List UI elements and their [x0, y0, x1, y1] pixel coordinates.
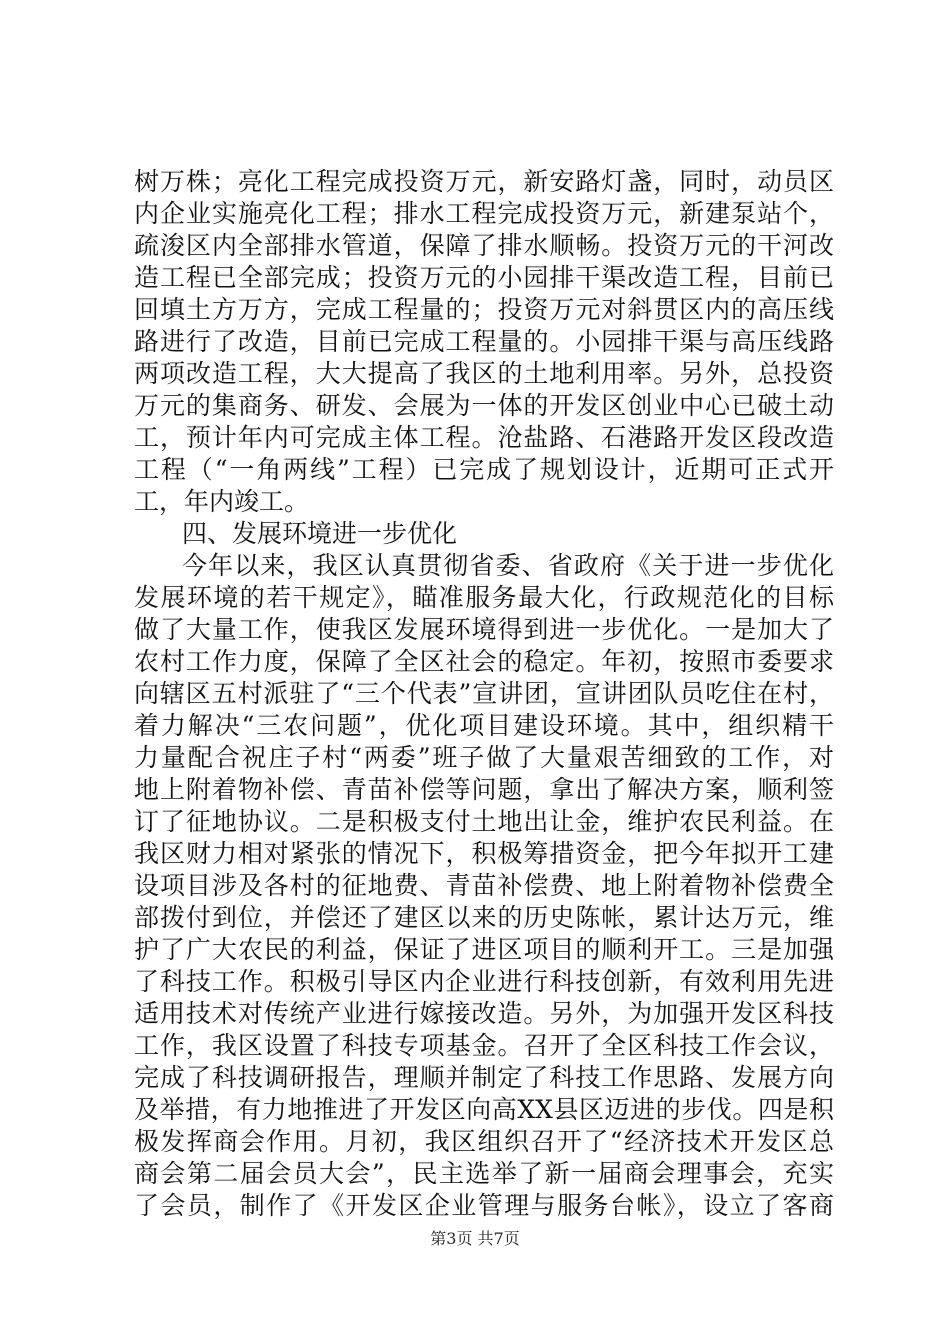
paragraph-first-line: 今年以来，我区认真贯彻省委、省政府《关于进一步优化 [182, 551, 834, 580]
body-line: 工作，我区设置了科技专项基金。召开了全区科技工作会议， [134, 1031, 834, 1060]
body-line: 工，年内竣工。 [134, 487, 310, 516]
body-line: 设项目涉及各村的征地费、青苗补偿费、地上附着物补偿费全 [134, 871, 834, 900]
body-line: 做了大量工作，使我区发展环境得到进一步优化。一是加大了 [134, 615, 834, 644]
body-line: 订了征地协议。二是积极支付土地出让金，维护农民利益。在 [134, 807, 834, 836]
body-line: 农村工作力度，保障了全区社会的稳定。年初，按照市委要求 [134, 647, 834, 676]
body-line: 完成了科技调研报告，理顺并制定了科技工作思路、发展方向 [134, 1063, 834, 1092]
body-line: 向辖区五村派驻了“三个代表”宣讲团，宣讲团队员吃住在村， [134, 679, 834, 708]
body-line: 疏浚区内全部排水管道，保障了排水顺畅。投资万元的干河改 [134, 231, 834, 260]
body-line: 回填土方万方，完成工程量的；投资万元对斜贯区内的高压线 [134, 295, 834, 324]
body-line: 极发挥商会作用。月初，我区组织召开了“经济技术开发区总 [134, 1127, 834, 1156]
page-number-footer: 第3页 共7页 [430, 1229, 520, 1248]
body-line: 造工程已全部完成；投资万元的小园排干渠改造工程，目前已 [134, 263, 834, 292]
body-line: 商会第二届会员大会”，民主选举了新一届商会理事会，充实 [134, 1159, 834, 1188]
section-heading: 四、发展环境进一步优化 [182, 519, 458, 548]
document-body [134, 166, 834, 1222]
body-line: 护了广大农民的利益，保证了进区项目的顺利开工。三是加强 [134, 935, 834, 964]
body-line: 路进行了改造，目前已完成工程量的。小园排干渠与高压线路 [134, 327, 834, 356]
body-line: 力量配合祝庄子村“两委”班子做了大量艰苦细致的工作，对 [134, 743, 834, 772]
body-line: 适用技术对传统产业进行嫁接改造。另外，为加强开发区科技 [134, 999, 834, 1028]
body-line: 发展环境的若干规定》，瞄准服务最大化，行政规范化的目标 [134, 583, 834, 612]
body-line: 我区财力相对紧张的情况下，积极筹措资金，把今年拟开工建 [134, 839, 834, 868]
body-line: 工程（“一角两线”工程）已完成了规划设计，近期可正式开 [134, 455, 834, 484]
body-line: 部拨付到位，并偿还了建区以来的历史陈帐，累计达万元，维 [134, 903, 834, 932]
body-line: 着力解决“三农问题”，优化项目建设环境。其中，组织精干 [134, 711, 834, 740]
body-line: 地上附着物补偿、青苗补偿等问题，拿出了解决方案，顺利签 [134, 775, 834, 804]
body-line: 内企业实施亮化工程；排水工程完成投资万元，新建泵站个， [134, 199, 834, 228]
body-line: 树万株；亮化工程完成投资万元，新安路灯盏，同时，动员区 [134, 167, 834, 196]
body-line: 了科技工作。积极引导区内企业进行科技创新，有效利用先进 [134, 967, 834, 996]
body-line: 两项改造工程，大大提高了我区的土地利用率。另外，总投资 [134, 359, 834, 388]
body-line: 万元的集商务、研发、会展为一体的开发区创业中心已破土动 [134, 391, 834, 420]
body-line: 工，预计年内可完成主体工程。沧盐路、石港路开发区段改造 [134, 423, 834, 452]
body-line: 了会员，制作了《开发区企业管理与服务台帐》，设立了客商 [134, 1191, 834, 1220]
body-line: 及举措，有力地推进了开发区向高XX县区迈进的步伐。四是积 [134, 1095, 834, 1124]
